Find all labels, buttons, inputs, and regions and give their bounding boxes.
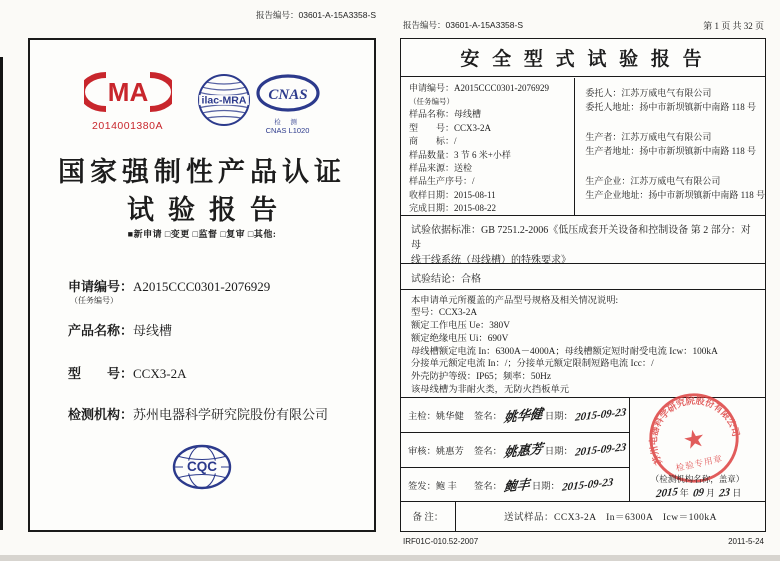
sign-label: 签名： (474, 481, 502, 492)
sample-info-left-column (401, 78, 575, 215)
standard-line1: 试验依据标准：GB 7251.2-2006《低压成套开关设备和控制设备 第 2 部分：对母 (411, 224, 751, 251)
handwritten-signature: 鲍丰 (503, 476, 531, 495)
info-line: 完成日期：2015-08-22 (409, 203, 496, 214)
accreditation-logos (196, 72, 321, 135)
stamp-caption: （检测机构名称，盖章） (650, 473, 745, 484)
info-line: 申请编号：A2015CCC0301-2076929 (409, 82, 550, 93)
application-number-label: 申请编号： (68, 279, 134, 294)
info-line: 生产企业地址：扬中市新坝镇新中南路 118 号 (585, 189, 765, 200)
test-standard-row (401, 215, 765, 266)
stamp-center-text: 检验专用章 (674, 452, 724, 473)
cqc-logo-icon (171, 443, 233, 491)
cma-logo-text: MA (107, 77, 148, 107)
coverage-line: 额定绝缘电压 Ui：690V (411, 333, 509, 344)
info-line: 样品名称：母线槽 (409, 109, 482, 120)
stamp-date-day: 23 (718, 485, 731, 500)
date-label: 日期： (544, 446, 573, 457)
form-number-footer: IRF01C-010.52-2007 (403, 537, 479, 546)
standard-line2: 线干线系统（母线槽）的特殊要求》 (411, 254, 571, 266)
product-name-row (68, 320, 172, 339)
remark-value: 送试样品：CCX3-2A In＝6300A Icw＝100kA (504, 513, 717, 524)
chief-inspector-row (401, 398, 629, 432)
client-group (585, 86, 765, 114)
report-title: 安 全 型 式 试 验 报 告 (401, 39, 765, 77)
application-type-checkboxes: ■新申请 □变更 □监督 □复审 □其他: (127, 229, 277, 239)
handwritten-date: 2015-09-23 (574, 440, 627, 459)
approver-row (401, 467, 629, 502)
cqc-logo-text: CQC (187, 459, 217, 474)
model-label: 型 号： (68, 366, 134, 381)
manufacturer-group (585, 174, 765, 202)
producer-group (585, 130, 765, 158)
day-unit: 日 (732, 487, 742, 498)
info-line: 委托人地址：扬中市新坝镇新中南路 118 号 (585, 101, 756, 112)
left-report-number: 报告编号：03601-A-15A3358-S (255, 10, 376, 20)
cover-title-line1: 国家强制性产品认证 (58, 157, 346, 187)
date-label: 日期： (544, 411, 573, 422)
info-line: 样品数量：3 节 6 米+小样 (409, 149, 511, 160)
scan-bottom-artifact (0, 555, 780, 561)
model-value: CCX3-2A (133, 366, 187, 381)
cma-logo-block (84, 70, 172, 132)
cnas-subtext-cn: 检 测 (274, 119, 301, 126)
info-line: 生产企业：江苏万威电气有限公司 (585, 175, 721, 186)
task-number-note: （任务编号） (70, 296, 118, 305)
application-number-value: A2015CCC0301-2076929 (133, 279, 271, 294)
stamp-cell (629, 395, 765, 502)
certification-logos (30, 70, 374, 135)
stamp-date-year: 2015 (655, 485, 679, 500)
reviewer-row (401, 432, 629, 467)
handwritten-date: 2015-09-23 (574, 405, 627, 424)
cover-title-line2: 试验报告 (127, 195, 291, 225)
sample-info-right-column (575, 78, 765, 215)
month-unit: 月 (705, 487, 715, 498)
product-name-label: 产品名称： (68, 323, 134, 338)
signature-rows (401, 398, 629, 502)
test-conclusion-row: 试验结论：合格 (401, 263, 765, 289)
info-line: 商 标：/ (409, 136, 457, 147)
role-label: 审核：姚惠芳 (408, 446, 464, 457)
scan-edge-artifact (0, 57, 3, 530)
info-line: 收样日期：2015-08-11 (409, 189, 496, 200)
coverage-line: 型号：CCX3-2A (411, 308, 478, 319)
info-line: 型 号：CCX3-2A (409, 122, 492, 133)
info-line: （任务编号） (409, 96, 454, 106)
role-label: 主检：姚华健 (408, 411, 464, 422)
handwritten-signature: 姚惠芳 (503, 440, 544, 461)
cma-number: 2014001380A (92, 120, 163, 132)
agency-label: 检测机构： (68, 407, 134, 422)
cnas-logo-block (255, 72, 321, 135)
product-name-value: 母线槽 (133, 323, 173, 338)
sign-label: 签名： (474, 446, 502, 457)
stamp-org-text: 苏州电器科学研究院股份有限公司 (648, 395, 741, 466)
info-line: 样品来源：送检 (409, 162, 473, 173)
coverage-line: 外壳防护等级：IP65；频率：50Hz (411, 372, 551, 383)
right-report-number: 报告编号：03601-A-15A3358-S (403, 20, 524, 30)
year-unit: 年 (679, 487, 689, 498)
page-number: 第 1 页 共 32 页 (703, 21, 764, 31)
right-page-frame (400, 38, 766, 532)
stamp-star: ★ (680, 424, 709, 456)
cnas-subtext-code: CNAS L1020 (265, 126, 310, 135)
info-line: 生产者：江苏万威电气有限公司 (585, 131, 712, 142)
agency-row (68, 404, 328, 423)
remark-label: 备 注： (401, 502, 456, 532)
remark-row (401, 501, 765, 532)
form-date-footer: 2011-5-24 (728, 537, 764, 546)
info-line: 生产者地址：扬中市新坝镇新中南路 118 号 (585, 145, 756, 156)
handwritten-signature: 姚华健 (503, 405, 544, 426)
sample-info-section (401, 78, 765, 215)
agency-value: 苏州电器科学研究院股份有限公司 (133, 407, 329, 422)
model-row (68, 363, 186, 382)
role-label: 签发：鲍 丰 (408, 481, 457, 492)
signature-section (401, 397, 765, 502)
sign-label: 签名： (474, 411, 502, 422)
info-line: 委托人：江苏万威电气有限公司 (585, 87, 712, 98)
handwritten-date: 2015-09-23 (561, 475, 614, 494)
cqc-logo-block (171, 443, 233, 496)
cnas-logo-text: CNAS (267, 87, 308, 103)
coverage-line: 本申请单元所覆盖的产品型号规格及相关情况说明: (411, 295, 619, 306)
cnas-logo-icon (255, 72, 321, 114)
ilac-mra-icon (196, 72, 252, 128)
application-number-row (68, 276, 270, 295)
ilac-mra-text: ilac-MRA (201, 94, 246, 107)
stamp-date-month: 09 (692, 485, 705, 500)
date-label: 日期： (531, 481, 560, 492)
coverage-line: 母线槽额定电流 In：6300A－4000A；母线槽额定短时耐受电流 Icw：100kA (411, 346, 718, 357)
left-page-frame (28, 38, 376, 532)
coverage-line: 额定工作电压 Ue：380V (411, 321, 510, 332)
stamp-date (630, 486, 765, 499)
coverage-line: 分接单元额定电流 In：/；分接单元额定限制短路电流 Icc：/ (411, 359, 654, 370)
coverage-line: 该母线槽为非耐火类，无防火挡板单元 (411, 385, 570, 396)
cma-logo-icon (84, 70, 172, 114)
info-line: 样品生产序号：/ (409, 176, 475, 187)
coverage-description-block (401, 289, 765, 397)
